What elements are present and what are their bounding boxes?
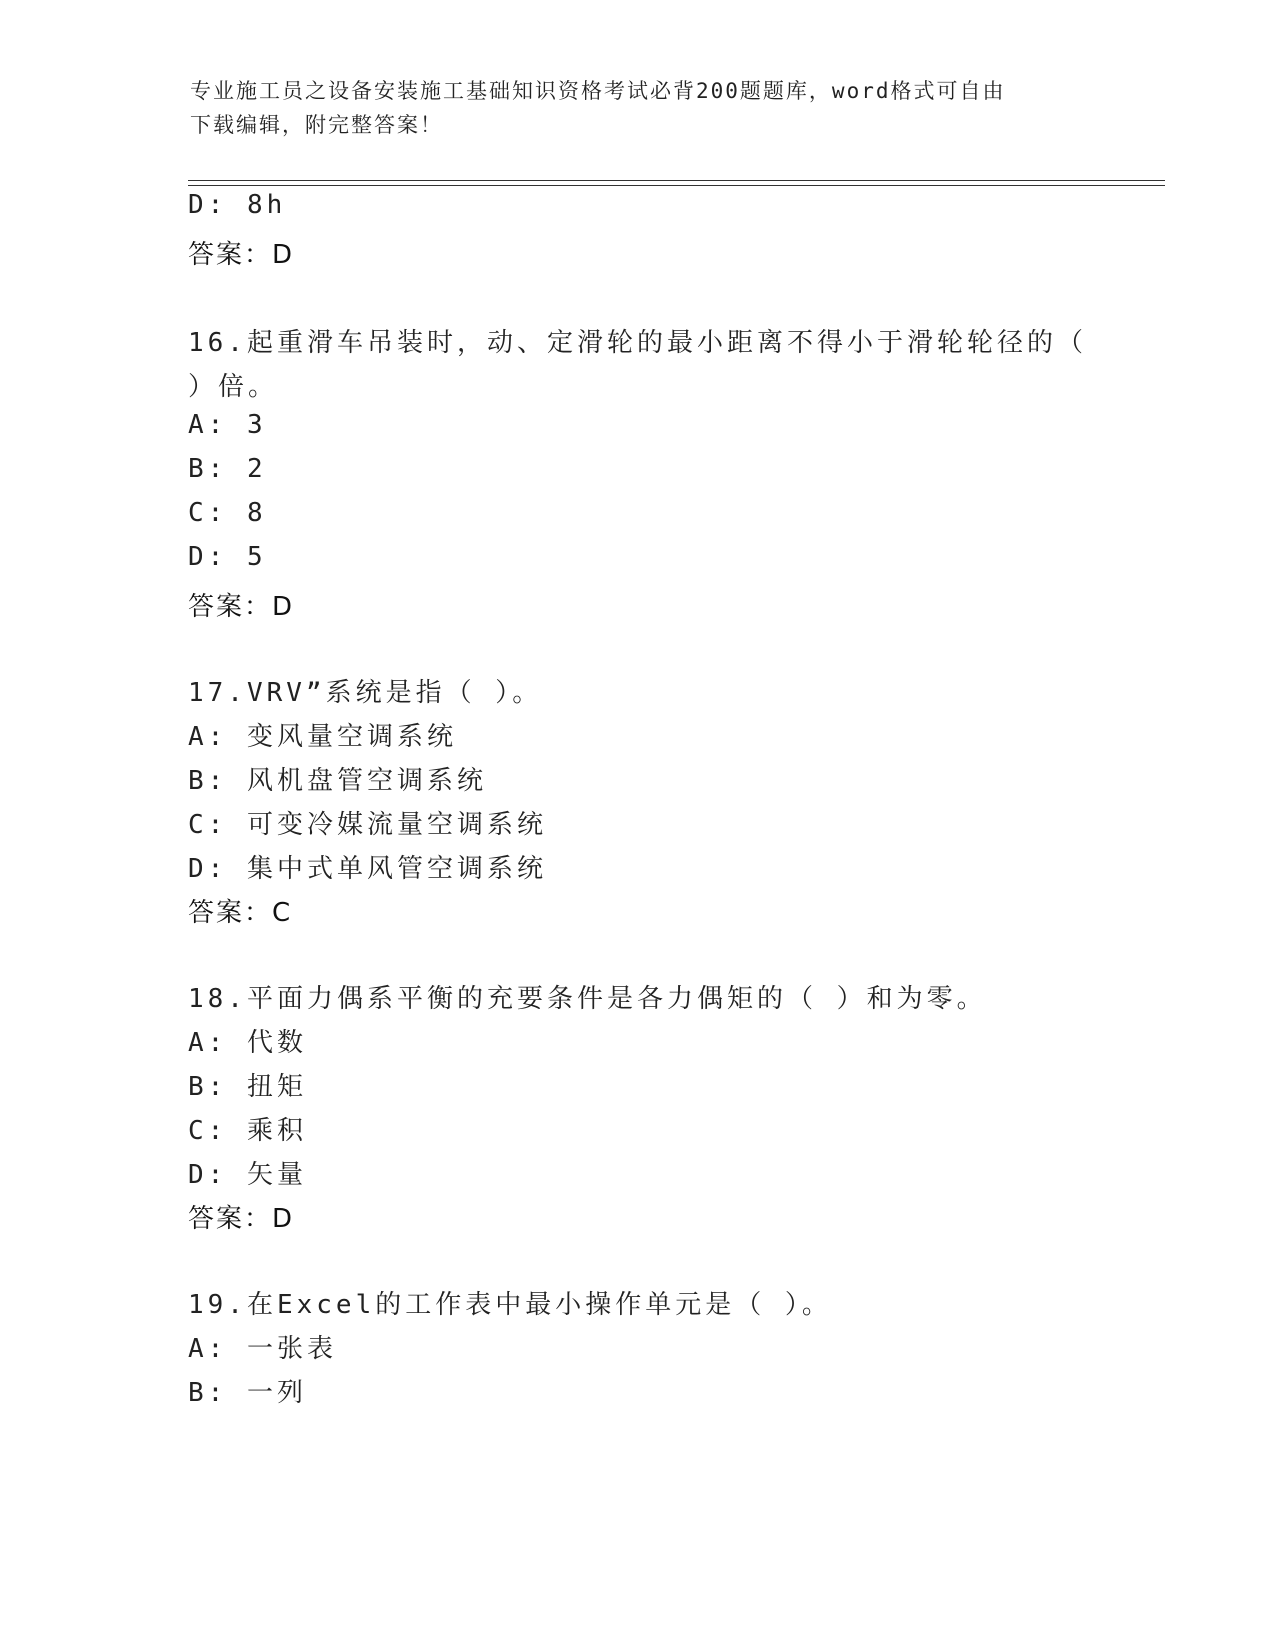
q16-stem-line-1: 16.起重滑车吊装时，动、定滑轮的最小距离不得小于滑轮轮径的（ bbox=[188, 328, 1087, 358]
header-title-line-2: 下载编辑，附完整答案！ bbox=[190, 113, 443, 137]
q16-option-c: C: 8 bbox=[188, 498, 267, 528]
q16-answer: 答案：D bbox=[188, 592, 295, 622]
q16-option-a: A: 3 bbox=[188, 410, 267, 440]
q17-option-d: D: 集中式单风管空调系统 bbox=[188, 854, 547, 884]
q18-option-d: D: 矢量 bbox=[188, 1160, 307, 1190]
header-divider-bottom bbox=[188, 185, 1165, 186]
q18-answer: 答案：D bbox=[188, 1204, 295, 1234]
q17-option-b: B: 风机盘管空调系统 bbox=[188, 766, 487, 796]
header-divider-top bbox=[188, 180, 1165, 181]
q18-option-c: C: 乘积 bbox=[188, 1116, 307, 1146]
q16-stem-line-2: ）倍。 bbox=[188, 372, 279, 402]
prev-answer: 答案：D bbox=[188, 240, 295, 270]
q17-option-c: C: 可变冷媒流量空调系统 bbox=[188, 810, 547, 840]
q17-option-a: A: 变风量空调系统 bbox=[188, 722, 457, 752]
document-header bbox=[190, 74, 1090, 142]
q16-option-d: D: 5 bbox=[188, 542, 267, 572]
prev-option-d: D: 8h bbox=[188, 190, 287, 220]
header-title-line-1: 专业施工员之设备安装施工基础知识资格考试必背200题题库，word格式可自由 bbox=[190, 79, 1006, 103]
q19-option-b: B: 一列 bbox=[188, 1378, 307, 1408]
q18-stem: 18.平面力偶系平衡的充要条件是各力偶矩的（ ）和为零。 bbox=[188, 984, 987, 1014]
q16-option-b: B: 2 bbox=[188, 454, 267, 484]
q19-option-a: A: 一张表 bbox=[188, 1334, 337, 1364]
q18-option-a: A: 代数 bbox=[188, 1028, 307, 1058]
q17-stem: 17.VRV”系统是指（ ）。 bbox=[188, 678, 543, 708]
q17-answer: 答案：C bbox=[188, 898, 293, 928]
q19-stem: 19.在Excel的工作表中最小操作单元是（ ）。 bbox=[188, 1290, 832, 1320]
q18-option-b: B: 扭矩 bbox=[188, 1072, 307, 1102]
